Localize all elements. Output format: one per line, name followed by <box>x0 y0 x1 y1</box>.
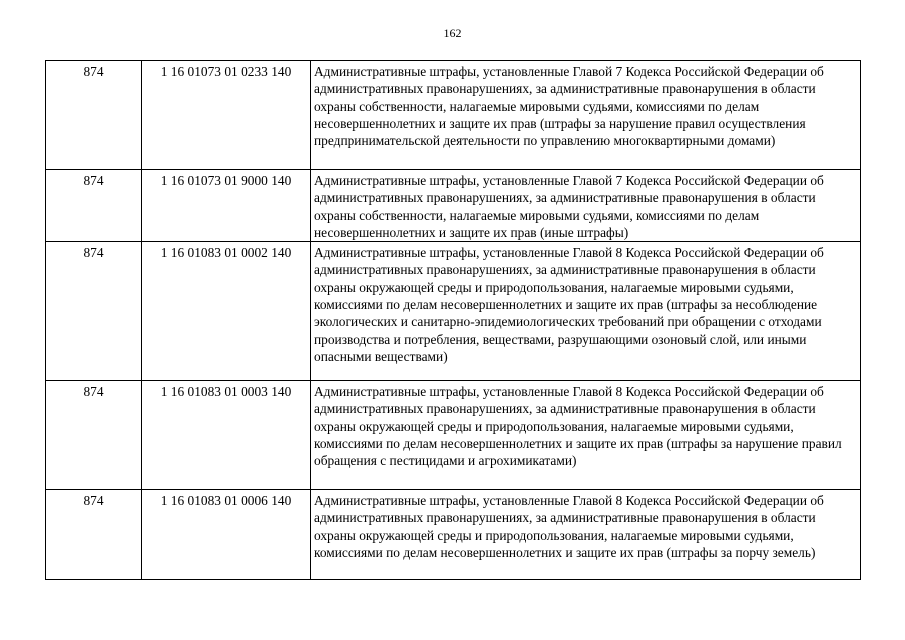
description-cell: Административные штрафы, установленные Главой 8 Кодекса Российской Федерации об административных правонарушениях, за административные правонарушения в области охраны окружающей среды и природопользования, налагаемые мировыми судьями, комиссиями по делам несовершеннолетних и защите их прав (штрафы за нарушение правил обращения с пестицидами и агрохимикатами) <box>311 381 861 490</box>
table-row <box>46 490 861 580</box>
table-row <box>46 170 861 242</box>
page-number: 162 <box>443 26 462 40</box>
description-cell: Административные штрафы, установленные Главой 7 Кодекса Российской Федерации об административных правонарушениях, за административные правонарушения в области охраны собственности, налагаемые мировыми судьями, комиссиями по делам несовершеннолетних и защите их прав (штрафы за нарушение правил осуществления предпринимательской деятельности по управлению многоквартирными домами) <box>311 61 861 170</box>
table-row <box>46 242 861 381</box>
budget-code-cell: 1 16 01083 01 0002 140 <box>142 242 311 381</box>
admin-code-cell: 874 <box>46 242 142 381</box>
admin-code-cell: 874 <box>46 381 142 490</box>
description-cell: Административные штрафы, установленные Главой 7 Кодекса Российской Федерации об административных правонарушениях, за административные правонарушения в области охраны собственности, налагаемые мировыми судьями, комиссиями по делам несовершеннолетних и защите их прав (иные штрафы) <box>311 170 861 242</box>
budget-code-cell: 1 16 01083 01 0003 140 <box>142 381 311 490</box>
admin-code-cell: 874 <box>46 61 142 170</box>
budget-code-cell: 1 16 01073 01 9000 140 <box>142 170 311 242</box>
admin-code-cell: 874 <box>46 490 142 580</box>
budget-code-cell: 1 16 01083 01 0006 140 <box>142 490 311 580</box>
description-cell: Административные штрафы, установленные Главой 8 Кодекса Российской Федерации об административных правонарушениях, за административные правонарушения в области охраны окружающей среды и природопользования, налагаемые мировыми судьями, комиссиями по делам несовершеннолетних и защите их прав (штрафы за несоблюдение экологических и санитарно-эпидемиологических требований при обращении с отходами производства и потребления, веществами, разрушающими озоновый слой, или иными опасными веществами) <box>311 242 861 381</box>
revenue-codes-table <box>45 60 861 580</box>
table-row <box>46 61 861 170</box>
table-row <box>46 381 861 490</box>
admin-code-cell: 874 <box>46 170 142 242</box>
description-cell: Административные штрафы, установленные Главой 8 Кодекса Российской Федерации об административных правонарушениях, за административные правонарушения в области охраны окружающей среды и природопользования, налагаемые мировыми судьями, комиссиями по делам несовершеннолетних и защите их прав (штрафы за порчу земель) <box>311 490 861 580</box>
budget-code-cell: 1 16 01073 01 0233 140 <box>142 61 311 170</box>
